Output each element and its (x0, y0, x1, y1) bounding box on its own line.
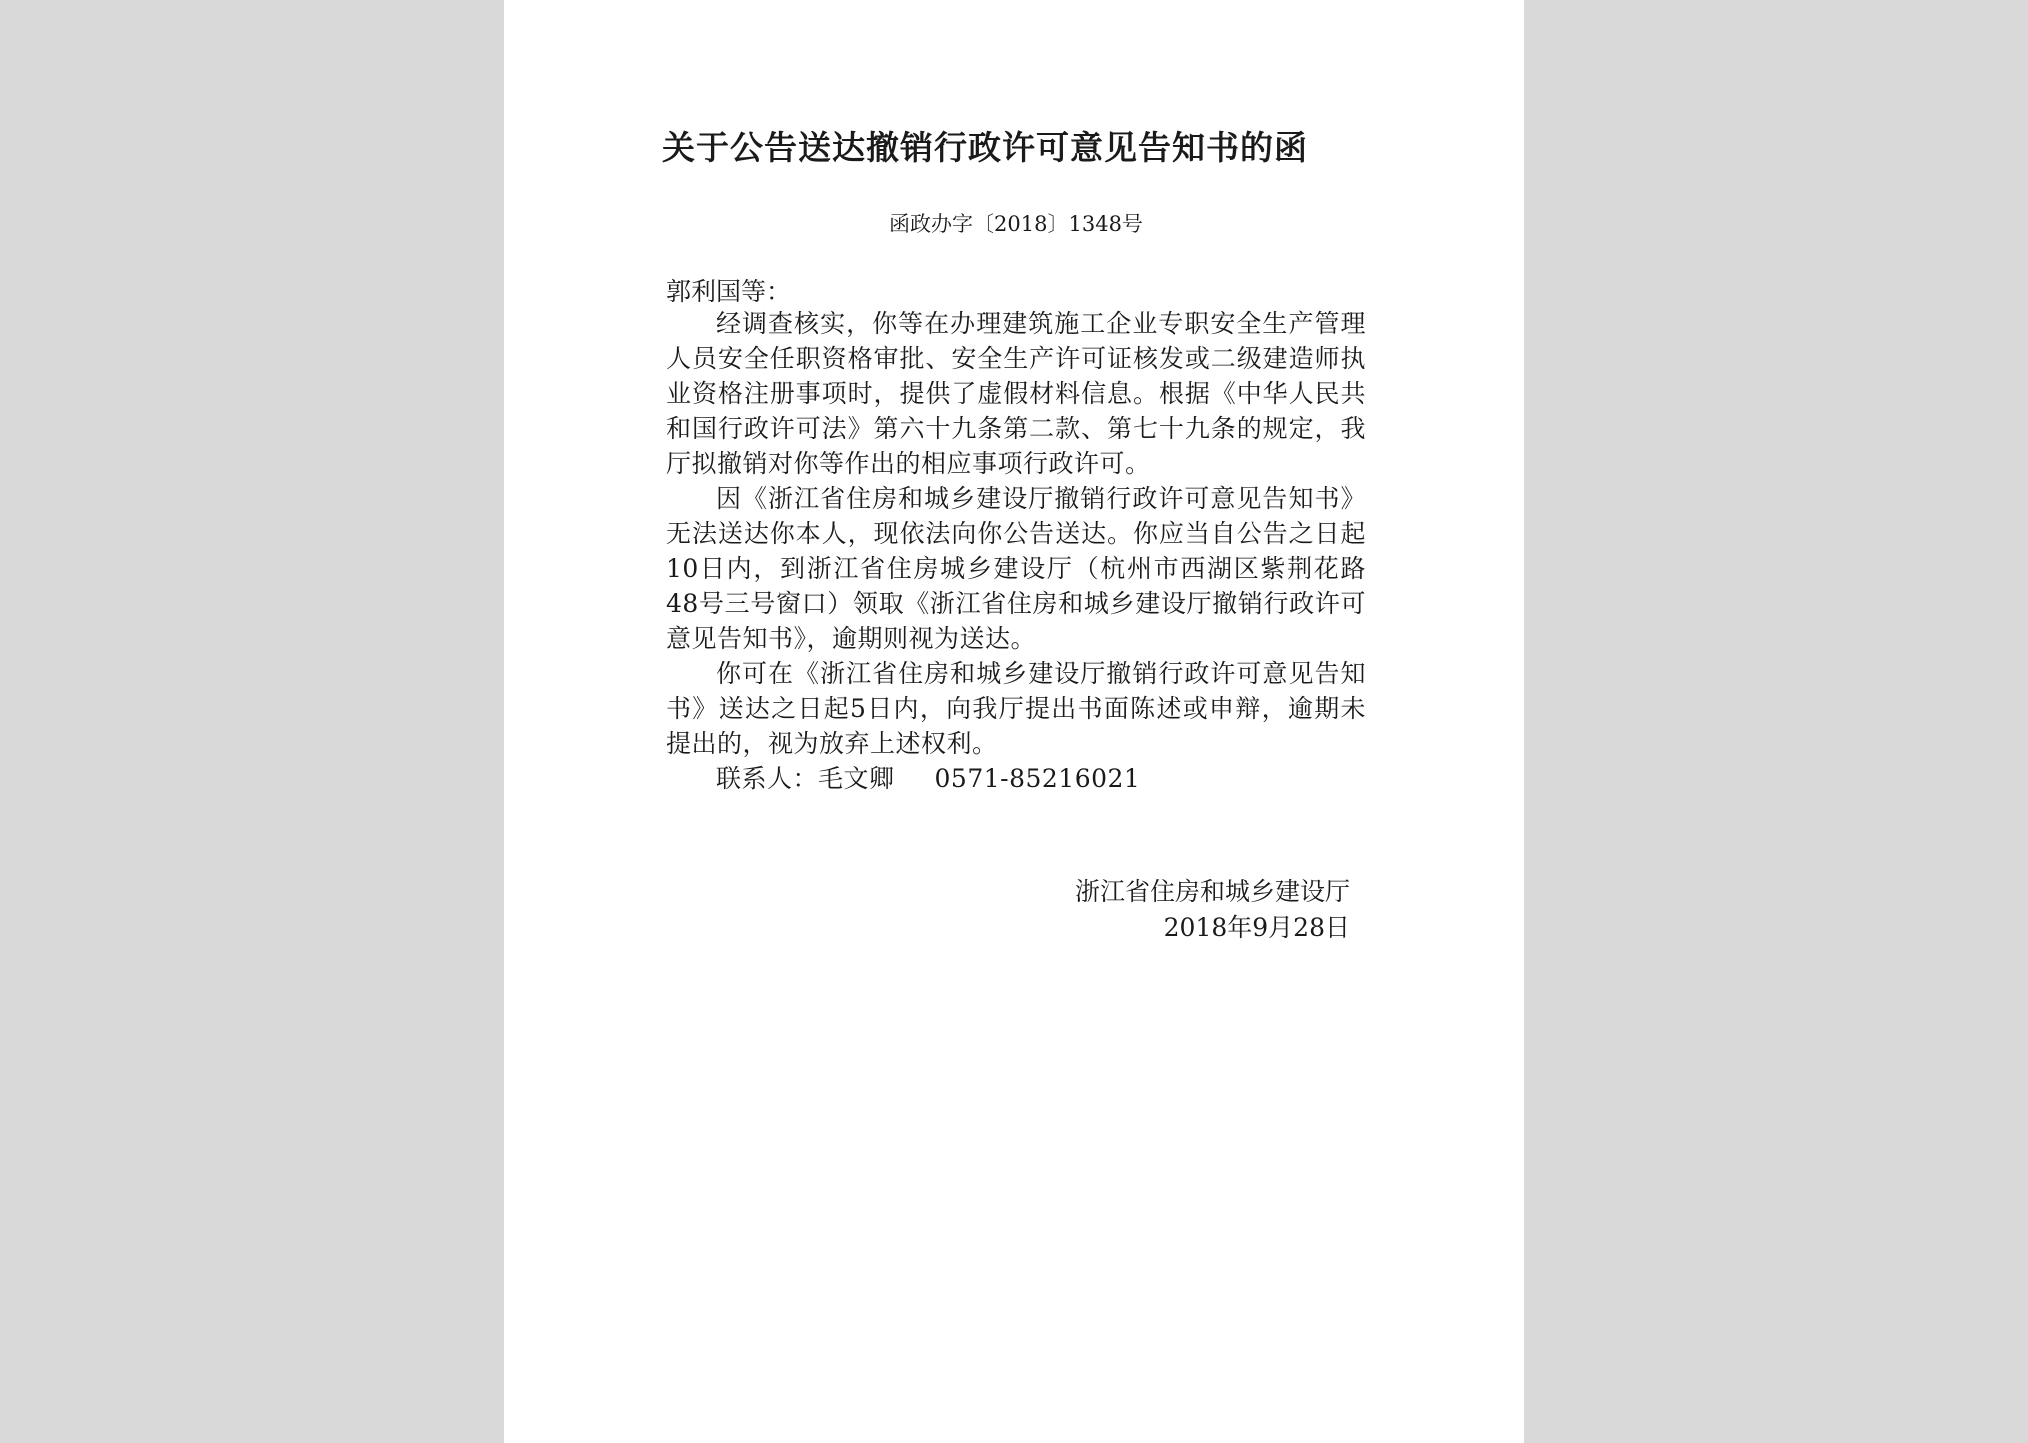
issuer-name: 浙江省住房和城乡建设厅 (1074, 877, 1350, 906)
paragraph-3: 你可在《浙江省住房和城乡建设厅撤销行政许可意见告知书》送达之日起5日内，向我厅提出书面陈述或申辩，逾期未提出的，视为放弃上述权利。 (666, 659, 1366, 758)
salutation: 郭利国等： (666, 277, 792, 306)
contact-phone: 0571-85216021 (934, 764, 1141, 793)
contact-line (666, 761, 1366, 796)
paragraph-2: 因《浙江省住房和城乡建设厅撤销行政许可意见告知书》无法送达你本人，现依法向你公告送达。你应当自公告之日起10日内，到浙江省住房城乡建设厅（杭州市西湖区紫荆花路48号三号窗口）领取《浙江省住房和城乡建设厅撤销行政许可意见告知书》，逾期则视为送达。 (666, 484, 1366, 653)
contact-person: 联系人：毛文卿 (716, 764, 895, 793)
document-title: 关于公告送达撤销行政许可意见告知书的函 (662, 128, 1308, 167)
letter-content (666, 306, 1366, 796)
document-page (504, 0, 1524, 1443)
paragraph-1: 经调查核实，你等在办理建筑施工企业专职安全生产管理人员安全任职资格审批、安全生产许可证核发或二级建造师执业资格注册事项时，提供了虚假材料信息。根据《中华人民共和国行政许可法》第六十九条第二款、第七十九条的规定，我厅拟撤销对你等作出的相应事项行政许可。 (666, 309, 1366, 478)
signoff (666, 874, 1350, 946)
document-number: 函政办字〔2018〕1348号 (889, 212, 1143, 236)
issue-date: 2018年9月28日 (1163, 913, 1350, 942)
